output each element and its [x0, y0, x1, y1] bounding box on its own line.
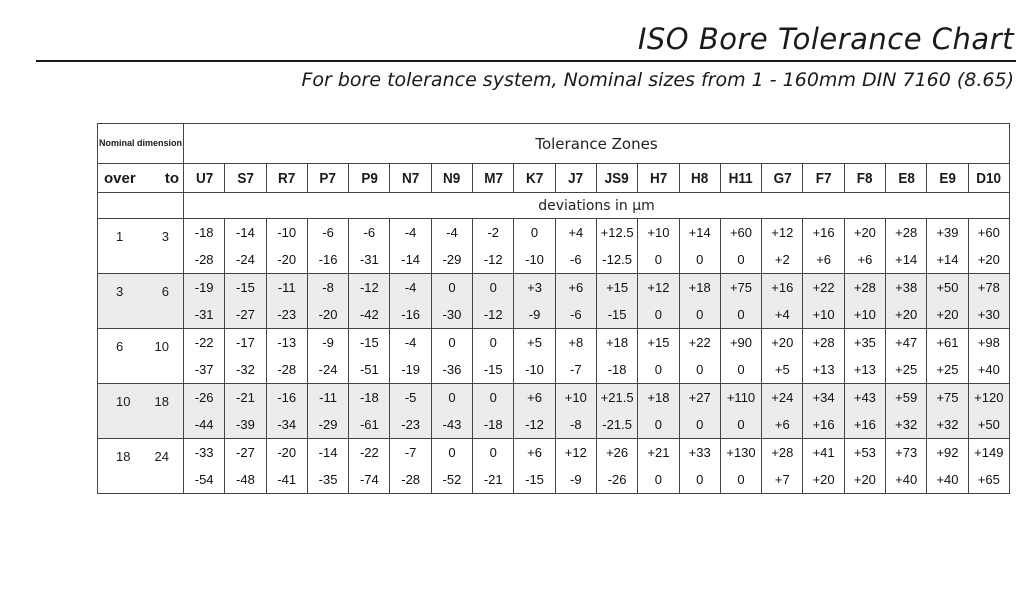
upper-deviation-cell: -15	[225, 274, 266, 302]
upper-deviation-cell: +78	[968, 274, 1009, 302]
zone-header-s7: S7	[227, 164, 264, 193]
table-row-upper	[98, 439, 1010, 467]
upper-deviation-cell: -6	[349, 219, 390, 247]
lower-deviation-cell: +40	[886, 466, 927, 494]
upper-deviation-cell: -16	[266, 384, 307, 412]
lower-deviation-cell: +32	[927, 411, 968, 439]
lower-deviation-cell: 0	[638, 466, 679, 494]
upper-deviation-cell: +59	[886, 384, 927, 412]
upper-deviation-cell: -9	[307, 329, 348, 357]
upper-deviation-cell: +92	[927, 439, 968, 467]
upper-deviation-cell: -2	[473, 219, 514, 247]
lower-deviation-cell: -12.5	[596, 246, 637, 274]
lower-deviation-cell: -20	[266, 246, 307, 274]
table-row-lower	[98, 246, 1010, 274]
lower-deviation-cell: -42	[349, 301, 390, 329]
lower-deviation-cell: +13	[844, 356, 885, 384]
upper-deviation-cell: +18	[679, 274, 720, 302]
upper-deviation-cell: 0	[431, 274, 472, 302]
lower-deviation-cell: +20	[844, 466, 885, 494]
upper-deviation-cell: +28	[803, 329, 844, 357]
lower-deviation-cell: -10	[514, 356, 555, 384]
upper-deviation-cell: +60	[968, 219, 1009, 247]
lower-deviation-cell: -74	[349, 466, 390, 494]
upper-deviation-cell: -20	[266, 439, 307, 467]
upper-deviation-cell: +28	[762, 439, 803, 467]
units-spacer-cell	[98, 193, 184, 219]
lower-deviation-cell: +25	[927, 356, 968, 384]
lower-deviation-cell: -10	[514, 246, 555, 274]
lower-deviation-cell: -12	[514, 411, 555, 439]
lower-deviation-cell: -21	[473, 466, 514, 494]
upper-deviation-cell: +39	[927, 219, 968, 247]
lower-deviation-cell: 0	[679, 246, 720, 274]
table-row-upper	[98, 219, 1010, 247]
lower-deviation-cell: -24	[307, 356, 348, 384]
upper-deviation-cell: 0	[473, 384, 514, 412]
lower-deviation-cell: 0	[638, 246, 679, 274]
upper-deviation-cell: +16	[803, 219, 844, 247]
lower-deviation-cell: -19	[390, 356, 431, 384]
lower-deviation-cell: -29	[307, 411, 348, 439]
lower-deviation-cell: -31	[349, 246, 390, 274]
zone-header-h8: H8	[681, 164, 718, 193]
upper-deviation-cell: 0	[514, 219, 555, 247]
page-subtitle: For bore tolerance system, Nominal sizes from 1 - 160mm DIN 7160 (8.65)	[301, 69, 1014, 91]
upper-deviation-cell: -33	[184, 439, 225, 467]
lower-deviation-cell: -28	[266, 356, 307, 384]
lower-deviation-cell: -23	[266, 301, 307, 329]
zone-header-d10: D10	[970, 164, 1007, 193]
upper-deviation-cell: +149	[968, 439, 1009, 467]
zone-header-m7: M7	[475, 164, 512, 193]
lower-deviation-cell: +14	[927, 246, 968, 274]
lower-deviation-cell: -41	[266, 466, 307, 494]
upper-deviation-cell: -12	[349, 274, 390, 302]
zone-header-n9: N9	[433, 164, 470, 193]
upper-deviation-cell: 0	[431, 384, 472, 412]
lower-deviation-cell: +5	[762, 356, 803, 384]
table-row-upper	[98, 274, 1010, 302]
lower-deviation-cell: -8	[555, 411, 596, 439]
to-label: to	[164, 169, 179, 187]
upper-deviation-cell: +6	[514, 439, 555, 467]
upper-deviation-cell: +47	[886, 329, 927, 357]
lower-deviation-cell: -18	[473, 411, 514, 439]
lower-deviation-cell: +20	[803, 466, 844, 494]
size-range-cell	[98, 439, 184, 494]
lower-deviation-cell: +20	[927, 301, 968, 329]
upper-deviation-cell: -14	[225, 219, 266, 247]
lower-deviation-cell: 0	[720, 301, 761, 329]
upper-deviation-cell: 0	[473, 274, 514, 302]
lower-deviation-cell: 0	[679, 411, 720, 439]
table-row-lower	[98, 301, 1010, 329]
header-row-codes	[98, 164, 1010, 193]
lower-deviation-cell: +20	[886, 301, 927, 329]
upper-deviation-cell: +60	[720, 219, 761, 247]
lower-deviation-cell: -12	[473, 246, 514, 274]
upper-deviation-cell: -6	[307, 219, 348, 247]
lower-deviation-cell: +32	[886, 411, 927, 439]
zone-header-j7: J7	[557, 164, 594, 193]
upper-deviation-cell: +43	[844, 384, 885, 412]
range-over-value: 18	[116, 449, 131, 464]
upper-deviation-cell: -22	[349, 439, 390, 467]
zone-header-h11: H11	[722, 164, 759, 193]
lower-deviation-cell: +2	[762, 246, 803, 274]
upper-deviation-cell: -4	[390, 329, 431, 357]
lower-deviation-cell: -27	[225, 301, 266, 329]
table-row-upper	[98, 384, 1010, 412]
upper-deviation-cell: +12	[555, 439, 596, 467]
zone-header-r7: R7	[268, 164, 305, 193]
upper-deviation-cell: 0	[431, 439, 472, 467]
lower-deviation-cell: -61	[349, 411, 390, 439]
upper-deviation-cell: +130	[720, 439, 761, 467]
upper-deviation-cell: +21	[638, 439, 679, 467]
size-range-cell	[98, 384, 184, 439]
upper-deviation-cell: +98	[968, 329, 1009, 357]
lower-deviation-cell: -9	[514, 301, 555, 329]
table-row-lower	[98, 466, 1010, 494]
lower-deviation-cell: -54	[184, 466, 225, 494]
upper-deviation-cell: -18	[184, 219, 225, 247]
upper-deviation-cell: +28	[844, 274, 885, 302]
lower-deviation-cell: +20	[968, 246, 1009, 274]
upper-deviation-cell: +16	[762, 274, 803, 302]
upper-deviation-cell: +6	[514, 384, 555, 412]
upper-deviation-cell: -15	[349, 329, 390, 357]
page-title: ISO Bore Tolerance Chart	[637, 22, 1014, 56]
lower-deviation-cell: 0	[720, 466, 761, 494]
lower-deviation-cell: -48	[225, 466, 266, 494]
upper-deviation-cell: +4	[555, 219, 596, 247]
range-over-value: 10	[116, 394, 131, 409]
nominal-dimension-header: Nominal dimension	[98, 124, 184, 164]
upper-deviation-cell: -22	[184, 329, 225, 357]
upper-deviation-cell: +18	[638, 384, 679, 412]
upper-deviation-cell: +61	[927, 329, 968, 357]
upper-deviation-cell: +15	[638, 329, 679, 357]
range-to-value: 6	[161, 284, 169, 299]
upper-deviation-cell: -10	[266, 219, 307, 247]
upper-deviation-cell: +73	[886, 439, 927, 467]
lower-deviation-cell: -15	[473, 356, 514, 384]
lower-deviation-cell: -15	[514, 466, 555, 494]
upper-deviation-cell: 0	[473, 329, 514, 357]
lower-deviation-cell: +10	[803, 301, 844, 329]
upper-deviation-cell: -26	[184, 384, 225, 412]
lower-deviation-cell: -28	[184, 246, 225, 274]
upper-deviation-cell: +53	[844, 439, 885, 467]
lower-deviation-cell: 0	[638, 356, 679, 384]
lower-deviation-cell: -16	[390, 301, 431, 329]
upper-deviation-cell: -4	[390, 274, 431, 302]
zone-header-h7: H7	[640, 164, 677, 193]
tolerance-zones-header: Tolerance Zones	[184, 124, 1010, 164]
lower-deviation-cell: 0	[720, 356, 761, 384]
lower-deviation-cell: -28	[390, 466, 431, 494]
lower-deviation-cell: -26	[596, 466, 637, 494]
lower-deviation-cell: -12	[473, 301, 514, 329]
lower-deviation-cell: +65	[968, 466, 1009, 494]
upper-deviation-cell: -14	[307, 439, 348, 467]
lower-deviation-cell: +25	[886, 356, 927, 384]
lower-deviation-cell: +40	[968, 356, 1009, 384]
upper-deviation-cell: +38	[886, 274, 927, 302]
zone-header-u7: U7	[186, 164, 223, 193]
lower-deviation-cell: +4	[762, 301, 803, 329]
lower-deviation-cell: -7	[555, 356, 596, 384]
upper-deviation-cell: +90	[720, 329, 761, 357]
deviations-unit-label: deviations in μm	[184, 193, 1010, 219]
lower-deviation-cell: -30	[431, 301, 472, 329]
upper-deviation-cell: -11	[266, 274, 307, 302]
upper-deviation-cell: 0	[431, 329, 472, 357]
zone-header-e9: E9	[929, 164, 966, 193]
upper-deviation-cell: +22	[803, 274, 844, 302]
lower-deviation-cell: +16	[803, 411, 844, 439]
lower-deviation-cell: -52	[431, 466, 472, 494]
lower-deviation-cell: -36	[431, 356, 472, 384]
upper-deviation-cell: -27	[225, 439, 266, 467]
size-range-cell	[98, 274, 184, 329]
upper-deviation-cell: +35	[844, 329, 885, 357]
lower-deviation-cell: -23	[390, 411, 431, 439]
lower-deviation-cell: -32	[225, 356, 266, 384]
lower-deviation-cell: -44	[184, 411, 225, 439]
lower-deviation-cell: +7	[762, 466, 803, 494]
size-range-cell	[98, 219, 184, 274]
upper-deviation-cell: -13	[266, 329, 307, 357]
upper-deviation-cell: +110	[720, 384, 761, 412]
bore-tolerance-table	[97, 123, 1010, 494]
range-to-value: 18	[154, 394, 169, 409]
upper-deviation-cell: -21	[225, 384, 266, 412]
range-to-value: 10	[154, 339, 169, 354]
upper-deviation-cell: +41	[803, 439, 844, 467]
table-row-lower	[98, 411, 1010, 439]
upper-deviation-cell: +22	[679, 329, 720, 357]
upper-deviation-cell: +28	[886, 219, 927, 247]
lower-deviation-cell: 0	[638, 301, 679, 329]
upper-deviation-cell: -19	[184, 274, 225, 302]
lower-deviation-cell: -24	[225, 246, 266, 274]
upper-deviation-cell: +75	[927, 384, 968, 412]
lower-deviation-cell: +50	[968, 411, 1009, 439]
upper-deviation-cell: +10	[638, 219, 679, 247]
lower-deviation-cell: 0	[679, 356, 720, 384]
upper-deviation-cell: +8	[555, 329, 596, 357]
range-over-value: 6	[116, 339, 124, 354]
lower-deviation-cell: +40	[927, 466, 968, 494]
over-to-header	[98, 164, 184, 193]
over-label: over	[104, 169, 136, 187]
upper-deviation-cell: +20	[762, 329, 803, 357]
upper-deviation-cell: 0	[473, 439, 514, 467]
range-to-value: 3	[161, 229, 169, 244]
zone-header-p7: P7	[309, 164, 346, 193]
header-row-units	[98, 193, 1010, 219]
lower-deviation-cell: -39	[225, 411, 266, 439]
lower-deviation-cell: -51	[349, 356, 390, 384]
upper-deviation-cell: -17	[225, 329, 266, 357]
lower-deviation-cell: 0	[679, 466, 720, 494]
upper-deviation-cell: -18	[349, 384, 390, 412]
lower-deviation-cell: 0	[720, 411, 761, 439]
upper-deviation-cell: +26	[596, 439, 637, 467]
upper-deviation-cell: -5	[390, 384, 431, 412]
table-row-lower	[98, 356, 1010, 384]
lower-deviation-cell: 0	[679, 301, 720, 329]
lower-deviation-cell: +6	[803, 246, 844, 274]
size-range-cell	[98, 329, 184, 384]
zone-header-n7: N7	[392, 164, 429, 193]
lower-deviation-cell: -9	[555, 466, 596, 494]
lower-deviation-cell: -31	[184, 301, 225, 329]
upper-deviation-cell: -8	[307, 274, 348, 302]
lower-deviation-cell: +6	[762, 411, 803, 439]
upper-deviation-cell: +50	[927, 274, 968, 302]
lower-deviation-cell: -21.5	[596, 411, 637, 439]
lower-deviation-cell: +14	[886, 246, 927, 274]
upper-deviation-cell: +21.5	[596, 384, 637, 412]
upper-deviation-cell: +75	[720, 274, 761, 302]
lower-deviation-cell: 0	[720, 246, 761, 274]
lower-deviation-cell: +6	[844, 246, 885, 274]
lower-deviation-cell: 0	[638, 411, 679, 439]
lower-deviation-cell: +16	[844, 411, 885, 439]
upper-deviation-cell: +12	[762, 219, 803, 247]
lower-deviation-cell: -35	[307, 466, 348, 494]
lower-deviation-cell: -6	[555, 246, 596, 274]
zone-header-e8: E8	[888, 164, 925, 193]
upper-deviation-cell: -4	[390, 219, 431, 247]
upper-deviation-cell: -7	[390, 439, 431, 467]
header-row-zones	[98, 124, 1010, 164]
lower-deviation-cell: +10	[844, 301, 885, 329]
upper-deviation-cell: +120	[968, 384, 1009, 412]
lower-deviation-cell: -29	[431, 246, 472, 274]
upper-deviation-cell: +12.5	[596, 219, 637, 247]
title-divider	[36, 60, 1016, 62]
lower-deviation-cell: -16	[307, 246, 348, 274]
lower-deviation-cell: -37	[184, 356, 225, 384]
lower-deviation-cell: -43	[431, 411, 472, 439]
zone-header-f7: F7	[805, 164, 842, 193]
table-row-upper	[98, 329, 1010, 357]
upper-deviation-cell: +33	[679, 439, 720, 467]
lower-deviation-cell: +30	[968, 301, 1009, 329]
upper-deviation-cell: -11	[307, 384, 348, 412]
upper-deviation-cell: +10	[555, 384, 596, 412]
upper-deviation-cell: +3	[514, 274, 555, 302]
lower-deviation-cell: -20	[307, 301, 348, 329]
lower-deviation-cell: -14	[390, 246, 431, 274]
upper-deviation-cell: -4	[431, 219, 472, 247]
upper-deviation-cell: +18	[596, 329, 637, 357]
upper-deviation-cell: +20	[844, 219, 885, 247]
upper-deviation-cell: +14	[679, 219, 720, 247]
lower-deviation-cell: -34	[266, 411, 307, 439]
zone-header-js9: JS9	[599, 164, 636, 193]
upper-deviation-cell: +15	[596, 274, 637, 302]
zone-header-g7: G7	[764, 164, 801, 193]
zone-header-f8: F8	[846, 164, 883, 193]
upper-deviation-cell: +24	[762, 384, 803, 412]
lower-deviation-cell: -6	[555, 301, 596, 329]
lower-deviation-cell: -15	[596, 301, 637, 329]
zone-header-k7: K7	[516, 164, 553, 193]
range-over-value: 1	[116, 229, 124, 244]
upper-deviation-cell: +27	[679, 384, 720, 412]
range-over-value: 3	[116, 284, 124, 299]
upper-deviation-cell: +12	[638, 274, 679, 302]
range-to-value: 24	[154, 449, 169, 464]
upper-deviation-cell: +34	[803, 384, 844, 412]
upper-deviation-cell: +6	[555, 274, 596, 302]
zone-header-p9: P9	[351, 164, 388, 193]
lower-deviation-cell: +13	[803, 356, 844, 384]
upper-deviation-cell: +5	[514, 329, 555, 357]
lower-deviation-cell: -18	[596, 356, 637, 384]
